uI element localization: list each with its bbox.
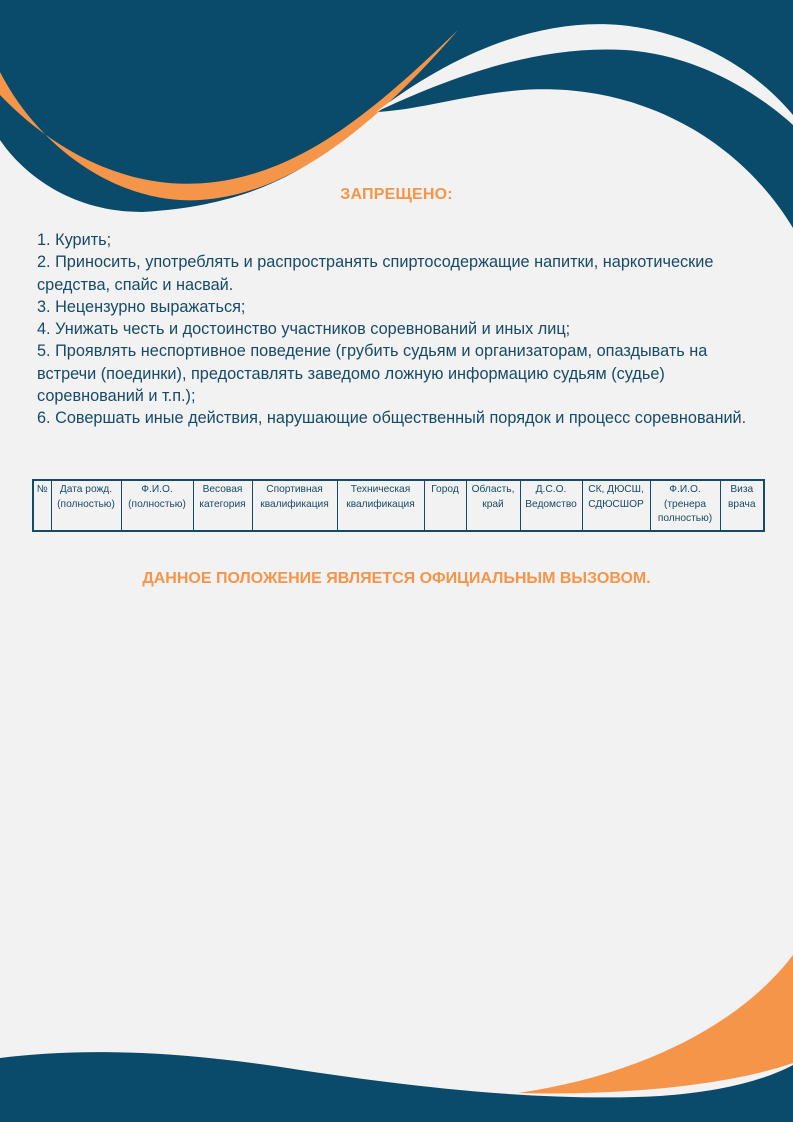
column-header-city: Город (424, 480, 466, 531)
official-notice: ДАННОЕ ПОЛОЖЕНИЕ ЯВЛЯЕТСЯ ОФИЦИАЛЬНЫМ ВЫЗОВОМ. (142, 570, 651, 587)
column-header-coach-name: Ф.И.О. (тренера полностью) (650, 480, 720, 531)
column-header-sport-qualification: Спортивная квалификация (252, 480, 337, 531)
column-header-full-name: Ф.И.О. (полностью) (121, 480, 193, 531)
participant-application-table (32, 479, 765, 532)
column-header-school: СК, ДЮСШ, СДЮСШОР (582, 480, 650, 531)
rule-item: 3. Нецензурно выражаться; (37, 297, 246, 316)
rule-item: 2. Приносить, употреблять и распространять спиртосодержащие напитки, наркотические средства, спайс и насвай. (37, 253, 714, 294)
column-header-birth-date: Дата рожд. (полностью) (51, 480, 121, 531)
column-header-number: № (33, 480, 51, 531)
prohibited-heading: ЗАПРЕЩЕНО: (340, 186, 453, 203)
column-header-weight-category: Весовая категория (193, 480, 252, 531)
rule-item: 6. Совершать иные действия, нарушающие общественный порядок и процесс соревнований. (37, 409, 747, 428)
column-header-region: Область, край (466, 480, 520, 531)
rule-item: 1. Курить; (37, 231, 112, 249)
rule-item: 4. Унижать честь и достоинство участников соревнований и иных лиц; (37, 320, 571, 339)
column-header-doctor-visa: Виза врача (720, 480, 764, 531)
prohibited-rules-list (37, 229, 767, 430)
column-header-dso: Д.С.О. Ведомство (520, 480, 582, 531)
column-header-technical-qualification: Техническая квалификация (337, 480, 424, 531)
table-header-row (33, 480, 764, 531)
rule-item: 5. Проявлять неспортивное поведение (грубить судьям и организаторам, опаздывать на встречи (поединки), предоставлять заведомо ложную информацию судьям (судье) соревнований и т.п.); (37, 342, 708, 406)
